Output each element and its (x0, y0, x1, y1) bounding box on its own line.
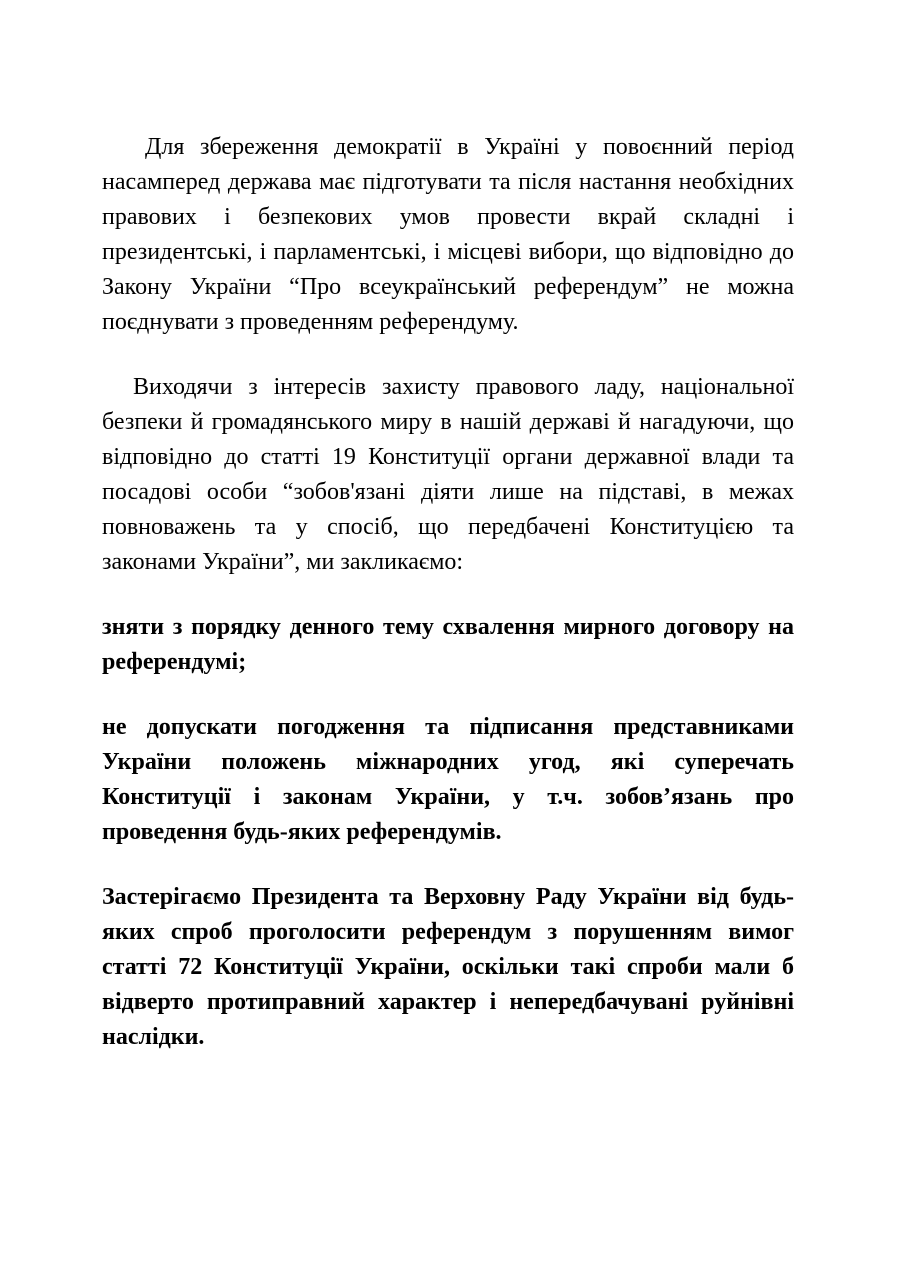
paragraph-intro-elections: Для збереження демократії в Україні у повоєнний період насамперед держава має підготувати та після настання необхідних правових і безпекових умов провести вкрай складні і президентські, і парламентські, і місцеві вибори, що відповідно до Закону України “Про всеукраїнський референдум” не можна поєднувати з проведенням референдуму. (102, 134, 794, 335)
paragraph-demand-remove-agenda: зняти з порядку денного тему схвалення мирного договору на референдумі; (102, 614, 794, 675)
paragraph-legal-basis: Виходячи з інтересів захисту правового ладу, національної безпеки й громадянського миру в нашій державі й нагадуючи, що відповідно до статті 19 Конституції органи державної влади та посадові особи “зобов'язані діяти лише на підставі, в межах повноважень та у спосіб, що передбачені Конституцією та законами України”, ми закликаємо: (102, 374, 794, 575)
paragraph-warning-president-parliament: Застерігаємо Президента та Верховну Раду України від будь-яких спроб проголосити референдум з порушенням вимог статті 72 Конституції України, оскільки такі спроби мали б відверто протиправний характер і непередбачувані руйнівні наслідки. (102, 884, 794, 1050)
paragraph-demand-no-agreements: не допускати погодження та підписання представниками України положень міжнародних угод, які суперечать Конституції і законам України, у т.ч. зобов’язань про проведення будь-яких референдумів. (102, 714, 794, 845)
